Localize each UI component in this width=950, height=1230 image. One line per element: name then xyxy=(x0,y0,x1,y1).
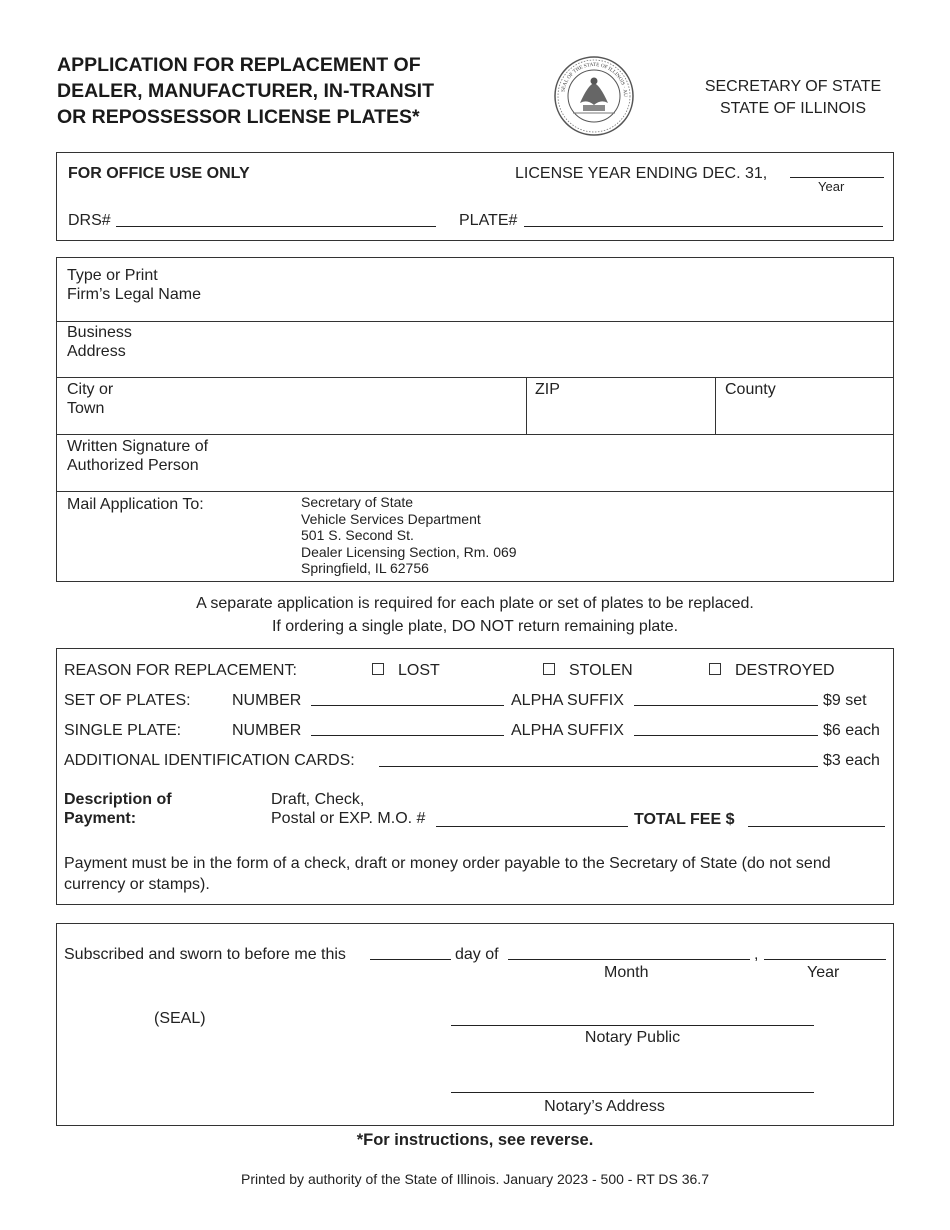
drs-field[interactable] xyxy=(116,226,436,227)
single-number-field[interactable] xyxy=(311,735,504,736)
year-caption-notary: Year xyxy=(807,964,840,981)
city-label-line-2: Town xyxy=(67,400,105,417)
lost-checkbox[interactable] xyxy=(372,663,384,675)
business-address-label-line-2: Address xyxy=(67,343,126,360)
printed-by-note: Printed by authority of the State of Illinois. January 2023 - 500 - RT DS 36.7 xyxy=(241,1171,709,1187)
set-of-plates-label: SET OF PLATES: xyxy=(64,692,191,709)
legal-name-label-line-2: Firm’s Legal Name xyxy=(67,286,201,303)
business-address-field[interactable] xyxy=(217,323,889,375)
destroyed-checkbox[interactable] xyxy=(709,663,721,675)
office-use-box xyxy=(56,152,894,241)
mail-address-line: Springfield, IL 62756 xyxy=(301,560,429,576)
plate-field[interactable] xyxy=(524,226,883,227)
firm-info-box xyxy=(56,257,894,582)
reason-label: REASON FOR REPLACEMENT: xyxy=(64,662,297,679)
seal-label: (SEAL) xyxy=(154,1010,206,1027)
agency-line-1: SECRETARY OF STATE xyxy=(704,78,882,95)
notice-line-1: A separate application is required for each plate or set of plates to be replaced. xyxy=(196,595,754,612)
payment-method xyxy=(271,790,425,828)
replacement-box xyxy=(56,648,894,905)
stolen-label: STOLEN xyxy=(569,662,633,679)
legal-name-field[interactable] xyxy=(217,260,889,318)
option-stolen[interactable] xyxy=(543,661,633,680)
sworn-year-field[interactable] xyxy=(764,959,886,960)
payment-method-line-1: Draft, Check, xyxy=(271,791,365,808)
set-alpha-suffix-field[interactable] xyxy=(634,705,818,706)
payment-method-line-2: Postal or EXP. M.O. # xyxy=(271,810,426,827)
single-price: $6 each xyxy=(823,722,880,739)
business-address-label xyxy=(67,323,132,361)
county-label: County xyxy=(725,381,776,398)
seal-text: SEAL OF THE STATE OF ILLINOIS · AU xyxy=(560,61,629,97)
city-label xyxy=(67,380,113,418)
payment-label-line-1: Description of xyxy=(64,791,172,808)
zip-field[interactable] xyxy=(529,400,713,432)
notary-address-field[interactable] xyxy=(451,1092,814,1093)
notice-line-2: If ordering a single plate, DO NOT return remaining plate. xyxy=(271,618,679,635)
total-fee-label: TOTAL FEE $ xyxy=(634,811,735,828)
total-fee-field[interactable] xyxy=(748,826,885,827)
legal-name-label xyxy=(67,266,201,304)
instructions-note: *For instructions, see reverse. xyxy=(356,1131,594,1149)
business-address-label-line-1: Business xyxy=(67,324,132,341)
sworn-month-field[interactable] xyxy=(508,959,750,960)
form-title xyxy=(57,52,517,130)
form-title-line-1: APPLICATION FOR REPLACEMENT OF xyxy=(57,54,421,76)
payment-label-line-2: Payment: xyxy=(64,810,137,827)
year-caption: Year xyxy=(818,179,845,194)
plate-label: PLATE# xyxy=(459,212,518,229)
sworn-label: Subscribed and sworn to before me this xyxy=(64,946,346,963)
agency-name xyxy=(688,76,898,120)
drs-label: DRS# xyxy=(68,212,111,229)
money-order-number-field[interactable] xyxy=(436,826,628,827)
option-destroyed[interactable] xyxy=(709,661,835,680)
single-plate-label: SINGLE PLATE: xyxy=(64,722,182,739)
month-caption: Month xyxy=(604,964,649,981)
signature-label-line-1: Written Signature of xyxy=(67,438,209,455)
id-cards-label: ADDITIONAL IDENTIFICATION CARDS: xyxy=(64,752,355,769)
destroyed-label: DESTROYED xyxy=(735,662,835,679)
option-lost[interactable] xyxy=(372,661,440,680)
signature-label-line-2: Authorized Person xyxy=(67,457,199,474)
legal-name-label-line-1: Type or Print xyxy=(67,267,158,284)
state-seal-icon xyxy=(553,55,635,137)
form-title-line-3: OR REPOSSESSOR LICENSE PLATES* xyxy=(57,106,420,128)
separate-application-notice xyxy=(56,592,894,638)
notary-box xyxy=(56,923,894,1126)
office-use-heading: FOR OFFICE USE ONLY xyxy=(68,165,250,182)
mail-to-label: Mail Application To: xyxy=(67,496,204,513)
signature-label xyxy=(67,437,208,475)
zip-label: ZIP xyxy=(535,381,560,398)
mail-address-line: Secretary of State xyxy=(301,494,414,510)
single-number-label: NUMBER xyxy=(232,722,302,739)
payment-label xyxy=(64,790,172,828)
sworn-day-field[interactable] xyxy=(370,959,451,960)
set-number-field[interactable] xyxy=(311,705,504,706)
agency-line-2: STATE OF ILLINOIS xyxy=(719,100,867,117)
license-year-label: LICENSE YEAR ENDING DEC. 31, xyxy=(515,165,768,182)
license-year-field[interactable] xyxy=(790,177,884,178)
city-label-line-1: City or xyxy=(67,381,114,398)
single-alpha-suffix-field[interactable] xyxy=(634,735,818,736)
notary-public-signature-field[interactable] xyxy=(451,1025,814,1026)
day-of-label: day of xyxy=(455,946,499,963)
set-alpha-suffix-label: ALPHA SUFFIX xyxy=(511,692,624,709)
payment-note: Payment must be in the form of a check, draft or money order payable to the Secretary of State (do not send currency or stamps). xyxy=(64,855,831,893)
mail-address-line: 501 S. Second St. xyxy=(301,527,414,543)
mail-address-line: Dealer Licensing Section, Rm. 069 xyxy=(301,543,517,560)
stolen-checkbox[interactable] xyxy=(543,663,555,675)
city-field[interactable] xyxy=(137,380,522,432)
notary-public-caption: Notary Public xyxy=(584,1029,681,1046)
county-field[interactable] xyxy=(719,400,889,432)
notary-address-caption: Notary’s Address xyxy=(544,1098,665,1115)
form-title-line-2: DEALER, MANUFACTURER, IN-TRANSIT xyxy=(57,80,434,102)
mail-address-line: Vehicle Services Department xyxy=(301,510,481,527)
signature-field[interactable] xyxy=(237,437,889,489)
single-alpha-suffix-label: ALPHA SUFFIX xyxy=(511,722,624,739)
lost-label: LOST xyxy=(398,662,440,679)
mail-address xyxy=(301,494,517,577)
id-cards-field[interactable] xyxy=(379,766,818,767)
date-comma: , xyxy=(754,946,759,963)
id-cards-price: $3 each xyxy=(823,752,880,769)
set-number-label: NUMBER xyxy=(232,692,302,709)
set-price: $9 set xyxy=(823,692,867,709)
